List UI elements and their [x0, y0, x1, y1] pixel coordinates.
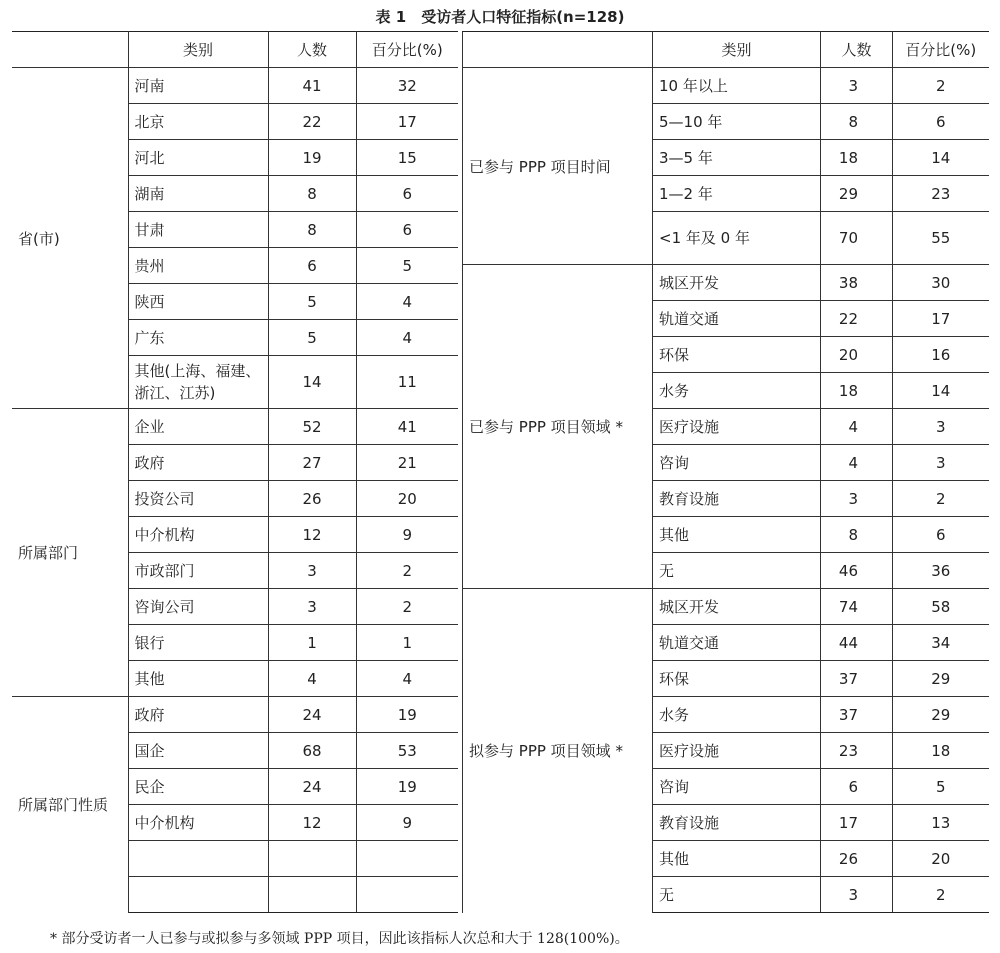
left-percent-cell: 9: [356, 517, 458, 553]
left-count-cell: 4: [268, 661, 356, 697]
right-count-cell: 70: [821, 212, 893, 265]
right-group-label: 已参与 PPP 项目领域 *: [463, 265, 653, 589]
right-category-cell: 3—5 年: [653, 140, 821, 176]
left-count-cell: 26: [268, 481, 356, 517]
left-percent-cell: 53: [356, 733, 458, 769]
right-table: [462, 31, 989, 913]
left-percent-cell: 20: [356, 481, 458, 517]
right-percent-cell: 3: [893, 409, 989, 445]
right-category-cell: 其他: [653, 517, 821, 553]
left-count-cell: 12: [268, 517, 356, 553]
left-percent-cell: 19: [356, 769, 458, 805]
right-percent-cell: 2: [893, 877, 989, 913]
left-category-cell: 政府: [128, 445, 268, 481]
right-category-cell: 环保: [653, 661, 821, 697]
left-table-row: [12, 68, 458, 104]
left-category-cell: 广东: [128, 320, 268, 356]
left-category-cell: 民企: [128, 769, 268, 805]
right-category-cell: 1—2 年: [653, 176, 821, 212]
right-category-cell: 轨道交通: [653, 625, 821, 661]
right-category-cell: 教育设施: [653, 481, 821, 517]
right-header-percent: 百分比(%): [893, 32, 989, 68]
left-count-cell: 24: [268, 697, 356, 733]
left-count-cell: [268, 877, 356, 913]
left-percent-cell: 2: [356, 589, 458, 625]
right-percent-cell: 20: [893, 841, 989, 877]
left-category-cell: 其他: [128, 661, 268, 697]
left-count-cell: [268, 841, 356, 877]
right-category-cell: 咨询: [653, 445, 821, 481]
right-percent-cell: 3: [893, 445, 989, 481]
left-header-category: 类别: [128, 32, 268, 68]
left-percent-cell: 4: [356, 284, 458, 320]
right-count-cell: 37: [821, 661, 893, 697]
right-count-cell: 74: [821, 589, 893, 625]
left-percent-cell: 19: [356, 697, 458, 733]
right-table-row: [463, 68, 989, 104]
left-category-cell: 市政部门: [128, 553, 268, 589]
left-count-cell: 22: [268, 104, 356, 140]
right-count-cell: 17: [821, 805, 893, 841]
right-count-cell: 18: [821, 373, 893, 409]
right-count-cell: 29: [821, 176, 893, 212]
left-header-count: 人数: [268, 32, 356, 68]
right-percent-cell: 6: [893, 104, 989, 140]
left-table: [12, 31, 458, 913]
right-category-cell: 环保: [653, 337, 821, 373]
left-count-cell: 52: [268, 409, 356, 445]
right-percent-cell: 34: [893, 625, 989, 661]
right-header-count: 人数: [821, 32, 893, 68]
left-category-cell: 陕西: [128, 284, 268, 320]
right-percent-cell: 29: [893, 661, 989, 697]
left-percent-cell: 4: [356, 661, 458, 697]
right-count-cell: 23: [821, 733, 893, 769]
right-table-row: [463, 589, 989, 625]
right-count-cell: 18: [821, 140, 893, 176]
left-count-cell: 3: [268, 589, 356, 625]
right-percent-cell: 2: [893, 68, 989, 104]
right-category-cell: 教育设施: [653, 805, 821, 841]
right-count-cell: 38: [821, 265, 893, 301]
left-count-cell: 27: [268, 445, 356, 481]
right-count-cell: 20: [821, 337, 893, 373]
right-percent-cell: 16: [893, 337, 989, 373]
left-percent-cell: [356, 841, 458, 877]
right-percent-cell: 58: [893, 589, 989, 625]
right-count-cell: 26: [821, 841, 893, 877]
right-percent-cell: 55: [893, 212, 989, 265]
left-percent-cell: [356, 877, 458, 913]
right-count-cell: 3: [821, 481, 893, 517]
left-percent-cell: 6: [356, 176, 458, 212]
left-count-cell: 12: [268, 805, 356, 841]
right-category-cell: 无: [653, 553, 821, 589]
left-table-row: [12, 409, 458, 445]
right-percent-cell: 30: [893, 265, 989, 301]
left-count-cell: 41: [268, 68, 356, 104]
right-category-cell: 5—10 年: [653, 104, 821, 140]
left-count-cell: 24: [268, 769, 356, 805]
left-count-cell: 5: [268, 320, 356, 356]
left-category-cell: 中介机构: [128, 517, 268, 553]
right-percent-cell: 36: [893, 553, 989, 589]
right-category-cell: <1 年及 0 年: [653, 212, 821, 265]
table-caption: 表 1 受访者人口特征指标(n=128): [375, 8, 625, 26]
left-count-cell: 8: [268, 176, 356, 212]
right-percent-cell: 13: [893, 805, 989, 841]
left-percent-cell: 17: [356, 104, 458, 140]
right-percent-cell: 14: [893, 373, 989, 409]
left-count-cell: 68: [268, 733, 356, 769]
left-category-cell: 银行: [128, 625, 268, 661]
right-count-cell: 8: [821, 517, 893, 553]
right-percent-cell: 5: [893, 769, 989, 805]
right-count-cell: 44: [821, 625, 893, 661]
left-category-cell: 政府: [128, 697, 268, 733]
left-count-cell: 1: [268, 625, 356, 661]
right-count-cell: 3: [821, 877, 893, 913]
right-group-label: 已参与 PPP 项目时间: [463, 68, 653, 265]
right-count-cell: 8: [821, 104, 893, 140]
left-count-cell: 5: [268, 284, 356, 320]
table-footnote: * 部分受访者一人已参与或拟参与多领域 PPP 项目，因此该指标人次总和大于 128(100%)。: [50, 931, 629, 947]
left-category-cell: 河北: [128, 140, 268, 176]
left-category-cell: 河南: [128, 68, 268, 104]
right-count-cell: 22: [821, 301, 893, 337]
left-group-label: 所属部门性质: [12, 697, 128, 913]
left-category-cell: 湖南: [128, 176, 268, 212]
left-category-cell: 企业: [128, 409, 268, 445]
left-percent-cell: 2: [356, 553, 458, 589]
right-category-cell: 轨道交通: [653, 301, 821, 337]
right-category-cell: 医疗设施: [653, 733, 821, 769]
left-group-label: 省(市): [12, 68, 128, 409]
right-category-cell: 无: [653, 877, 821, 913]
left-category-cell: 北京: [128, 104, 268, 140]
right-category-cell: 城区开发: [653, 265, 821, 301]
right-category-cell: 10 年以上: [653, 68, 821, 104]
left-count-cell: 8: [268, 212, 356, 248]
right-percent-cell: 18: [893, 733, 989, 769]
right-category-cell: 医疗设施: [653, 409, 821, 445]
right-group-label: 拟参与 PPP 项目领域 *: [463, 589, 653, 913]
right-percent-cell: 14: [893, 140, 989, 176]
right-category-cell: 水务: [653, 373, 821, 409]
right-category-cell: 水务: [653, 697, 821, 733]
left-header-group: [12, 32, 128, 68]
left-category-cell: 甘肃: [128, 212, 268, 248]
left-category-cell: [128, 877, 268, 913]
right-table-row: [463, 265, 989, 301]
left-percent-cell: 15: [356, 140, 458, 176]
left-percent-cell: 32: [356, 68, 458, 104]
right-category-cell: 城区开发: [653, 589, 821, 625]
left-percent-cell: 5: [356, 248, 458, 284]
right-percent-cell: 23: [893, 176, 989, 212]
left-category-cell: 贵州: [128, 248, 268, 284]
left-percent-cell: 1: [356, 625, 458, 661]
left-category-cell: 咨询公司: [128, 589, 268, 625]
left-percent-cell: 6: [356, 212, 458, 248]
left-category-cell: 国企: [128, 733, 268, 769]
right-count-cell: 4: [821, 445, 893, 481]
left-header-percent: 百分比(%): [356, 32, 458, 68]
left-category-cell: [128, 841, 268, 877]
right-count-cell: 3: [821, 68, 893, 104]
right-header-category: 类别: [653, 32, 821, 68]
right-header-group: [463, 32, 653, 68]
left-percent-cell: 9: [356, 805, 458, 841]
left-category-cell: 投资公司: [128, 481, 268, 517]
right-percent-cell: 17: [893, 301, 989, 337]
left-percent-cell: 21: [356, 445, 458, 481]
left-group-label: 所属部门: [12, 409, 128, 697]
right-count-cell: 37: [821, 697, 893, 733]
left-category-cell: 中介机构: [128, 805, 268, 841]
right-percent-cell: 29: [893, 697, 989, 733]
right-percent-cell: 2: [893, 481, 989, 517]
right-category-cell: 咨询: [653, 769, 821, 805]
left-percent-cell: 11: [356, 356, 458, 409]
right-count-cell: 4: [821, 409, 893, 445]
left-count-cell: 14: [268, 356, 356, 409]
right-count-cell: 6: [821, 769, 893, 805]
left-count-cell: 6: [268, 248, 356, 284]
left-table-row: [12, 697, 458, 733]
left-count-cell: 19: [268, 140, 356, 176]
left-category-cell: 其他(上海、福建、浙江、江苏): [128, 356, 268, 409]
right-category-cell: 其他: [653, 841, 821, 877]
left-percent-cell: 4: [356, 320, 458, 356]
right-count-cell: 46: [821, 553, 893, 589]
left-percent-cell: 41: [356, 409, 458, 445]
right-percent-cell: 6: [893, 517, 989, 553]
left-count-cell: 3: [268, 553, 356, 589]
